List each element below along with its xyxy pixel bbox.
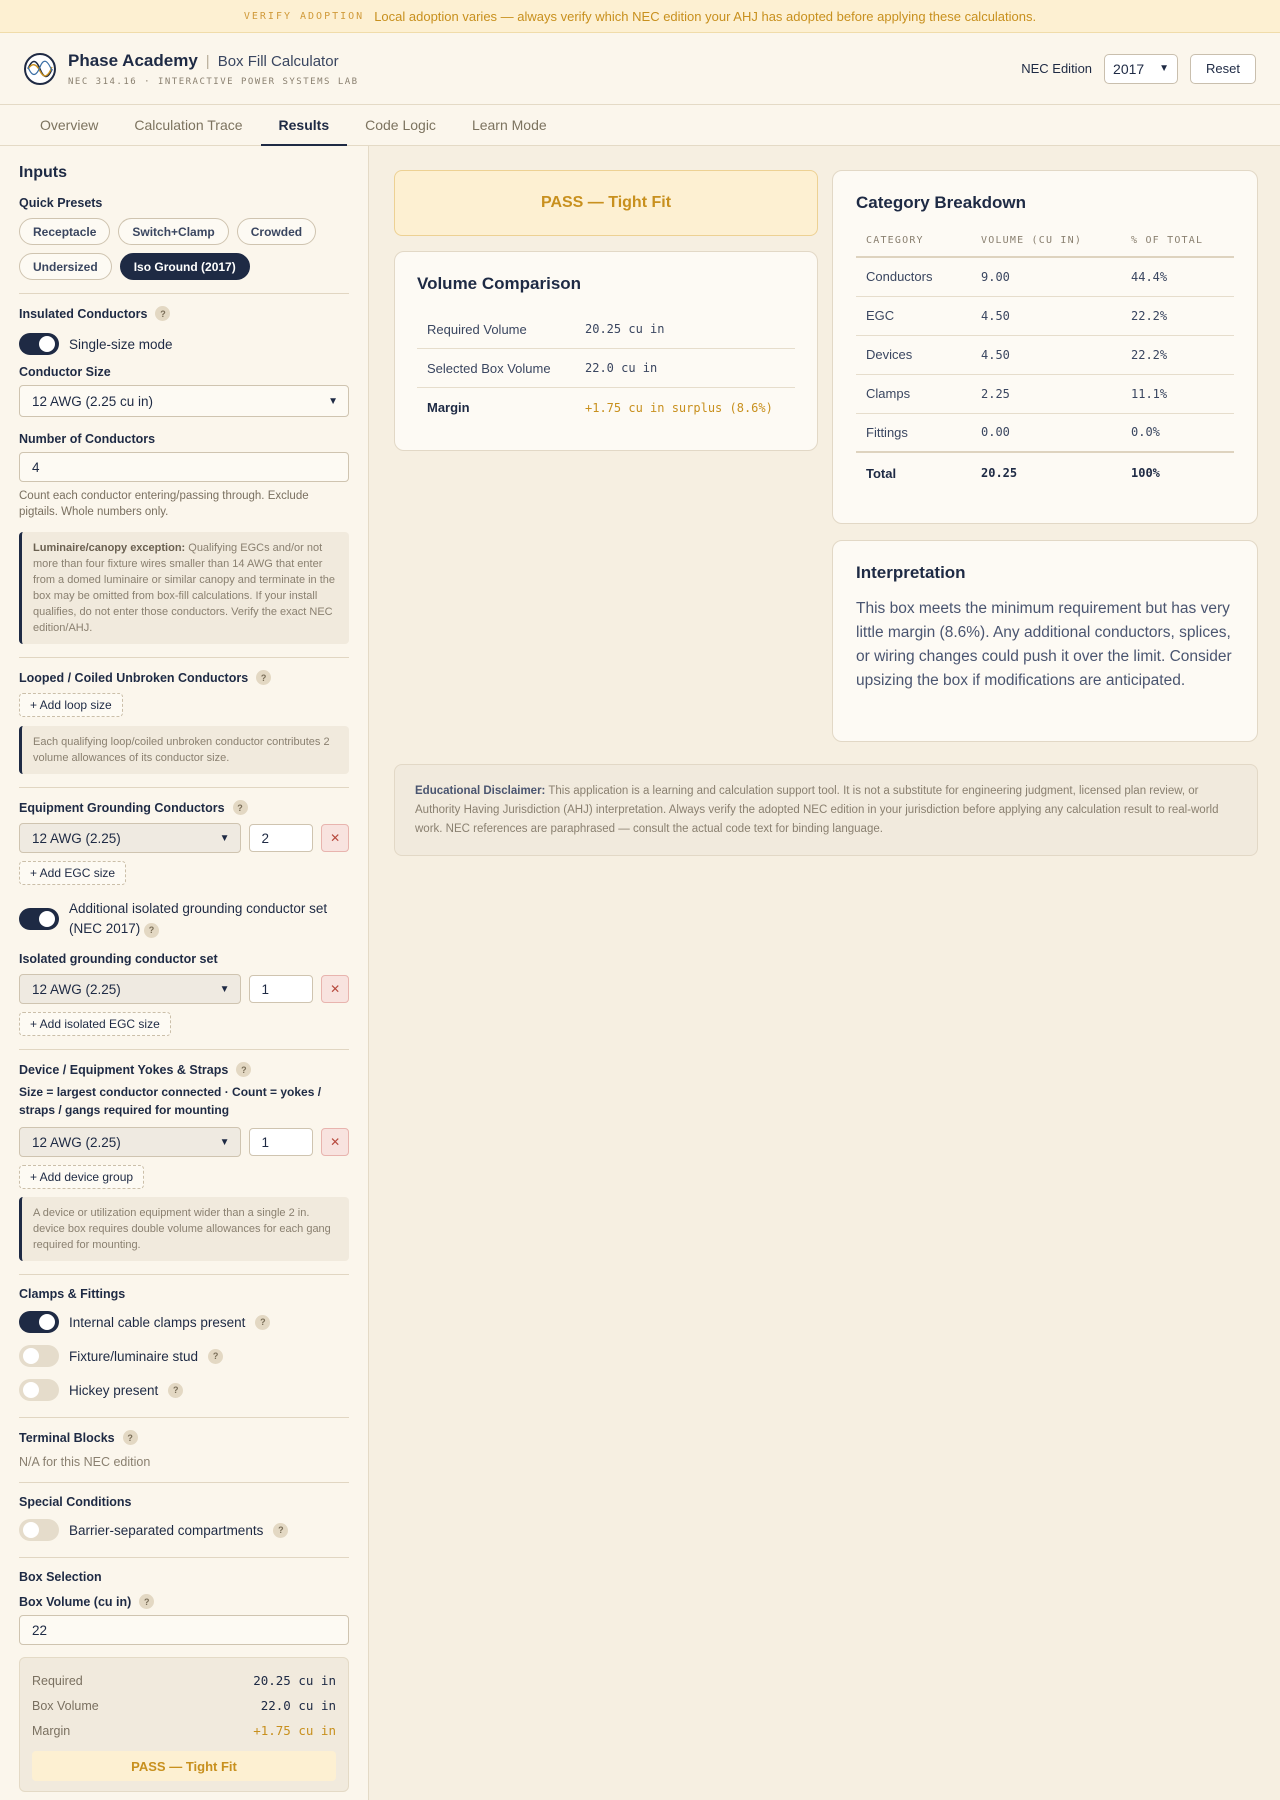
box-volume-input[interactable]: 22 xyxy=(19,1615,349,1645)
box-selection-label: Box Selection xyxy=(19,1570,102,1584)
looped-conductors-label xyxy=(19,670,349,685)
device-count-input[interactable]: 1 xyxy=(249,1128,314,1156)
preset-switch-clamp[interactable]: Switch+Clamp xyxy=(118,218,228,245)
sidebar-summary xyxy=(19,1657,349,1792)
adoption-banner xyxy=(0,0,1280,33)
summary-required-row xyxy=(32,1668,336,1693)
device-size-select[interactable] xyxy=(19,1127,241,1157)
conductor-size-select[interactable] xyxy=(19,385,349,417)
column-header: % OF TOTAL xyxy=(1121,225,1234,257)
tab-code-logic[interactable]: Code Logic xyxy=(365,117,436,133)
iso-ground-text: Additional isolated grounding conductor set (NEC 2017) xyxy=(69,901,328,936)
divider xyxy=(19,1274,349,1275)
device-size-value: 12 AWG (2.25) xyxy=(32,1134,121,1150)
selected-volume-row xyxy=(417,349,795,388)
egc-text: Equipment Grounding Conductors xyxy=(19,800,225,815)
insulated-conductors-label xyxy=(19,306,349,321)
required-volume-value: 20.25 cu in xyxy=(585,322,665,336)
inputs-title: Inputs xyxy=(19,164,67,181)
egc-row xyxy=(19,823,349,853)
column-header: CATEGORY xyxy=(856,225,971,257)
help-icon[interactable]: ? xyxy=(168,1383,183,1398)
iso-egc-row xyxy=(19,974,349,1004)
divider xyxy=(19,293,349,294)
nec-edition-value: 2017 xyxy=(1113,60,1145,77)
category-breakdown-title: Category Breakdown xyxy=(856,193,1027,212)
devices-note: A device or utilization equipment wider than a single 2 in. device box requires double volume allowances for each gang required for mounting. xyxy=(19,1197,349,1261)
brand-separator: | xyxy=(205,52,210,70)
devices-sublabel: Size = largest conductor connected · Count = yokes / straps / gangs required for mounting xyxy=(19,1085,322,1117)
help-icon[interactable]: ? xyxy=(233,800,248,815)
add-iso-egc-size-button[interactable]: + Add isolated EGC size xyxy=(19,1012,171,1036)
chevron-down-icon: ▼ xyxy=(219,983,230,995)
summary-required-value: 20.25 cu in xyxy=(253,1673,336,1688)
table-row xyxy=(856,257,1234,296)
inputs-sidebar xyxy=(0,146,369,1800)
category-cell: EGC xyxy=(856,296,971,335)
preset-undersized[interactable]: Undersized xyxy=(19,253,112,280)
help-icon[interactable]: ? xyxy=(139,1594,154,1609)
category-cell: Fittings xyxy=(856,413,971,452)
percent-cell: 44.4% xyxy=(1121,257,1234,296)
iso-egc-size-select[interactable] xyxy=(19,974,241,1004)
chevron-down-icon: ▼ xyxy=(219,832,230,844)
percent-cell: 22.2% xyxy=(1121,335,1234,374)
chevron-down-icon: ▼ xyxy=(328,395,338,407)
looped-conductors-text: Looped / Coiled Unbroken Conductors xyxy=(19,670,249,685)
percent-cell: 0.0% xyxy=(1121,413,1234,452)
remove-egc-button[interactable]: ✕ xyxy=(321,824,349,852)
divider xyxy=(19,657,349,658)
egc-label xyxy=(19,800,349,815)
margin-label: Margin xyxy=(427,400,470,415)
table-row xyxy=(856,374,1234,413)
summary-margin-label: Margin xyxy=(32,1723,71,1738)
app-name: Box Fill Calculator xyxy=(217,52,339,70)
help-icon[interactable]: ? xyxy=(255,1315,270,1330)
devices-label xyxy=(19,1062,349,1077)
category-breakdown-table xyxy=(856,225,1234,493)
tab-learn-mode[interactable]: Learn Mode xyxy=(471,117,547,133)
interpretation-card xyxy=(832,540,1258,742)
device-row xyxy=(19,1127,349,1157)
volume-cell: 9.00 xyxy=(971,257,1121,296)
internal-clamps-row xyxy=(19,1311,349,1333)
barrier-label: Barrier-separated compartments xyxy=(69,1522,264,1538)
preset-list xyxy=(19,218,319,280)
table-row xyxy=(856,413,1234,452)
preset-iso-ground[interactable]: Iso Ground (2017) xyxy=(120,253,250,280)
selected-volume-label: Selected Box Volume xyxy=(427,360,551,376)
chevron-down-icon: ▼ xyxy=(1159,63,1170,74)
category-cell: Clamps xyxy=(856,374,971,413)
summary-box-row xyxy=(32,1693,336,1718)
fixture-stud-toggle[interactable] xyxy=(19,1345,59,1367)
phase-wave-icon xyxy=(24,53,56,85)
app-header xyxy=(0,33,1280,105)
conductor-count-hint: Count each conductor entering/passing through. Exclude pigtails. Whole numbers only. xyxy=(19,490,309,518)
barrier-toggle[interactable] xyxy=(19,1519,59,1541)
conductor-size-value: 12 AWG (2.25 cu in) xyxy=(32,393,154,409)
status-badge: PASS — Tight Fit xyxy=(394,170,818,236)
egc-size-value: 12 AWG (2.25) xyxy=(32,830,121,846)
conductor-size-label: Conductor Size xyxy=(19,365,111,379)
tab-results[interactable]: Results xyxy=(261,105,348,145)
single-size-mode-row xyxy=(19,333,349,355)
required-volume-row xyxy=(417,310,795,349)
summary-required-label: Required xyxy=(32,1673,83,1688)
divider xyxy=(19,1482,349,1483)
insulated-conductors-text: Insulated Conductors xyxy=(19,306,148,321)
fixture-stud-row xyxy=(19,1345,349,1367)
box-volume-text: Box Volume (cu in) xyxy=(19,1594,132,1609)
category-cell: Conductors xyxy=(856,257,971,296)
divider xyxy=(19,1557,349,1558)
terminal-blocks-label xyxy=(19,1430,349,1445)
number-of-conductors-label: Number of Conductors xyxy=(19,432,156,446)
brand-name: Phase Academy xyxy=(68,50,198,70)
volume-cell: 4.50 xyxy=(971,335,1121,374)
interpretation-title: Interpretation xyxy=(856,563,966,582)
summary-box-label: Box Volume xyxy=(32,1698,99,1713)
remove-device-button[interactable]: ✕ xyxy=(321,1128,349,1156)
summary-margin-row xyxy=(32,1718,336,1743)
help-icon[interactable]: ? xyxy=(273,1523,288,1538)
clamps-fittings-label: Clamps & Fittings xyxy=(19,1287,126,1301)
looped-note: Each qualifying loop/coiled unbroken conductor contributes 2 volume allowances of its conductor size. xyxy=(19,726,349,774)
single-size-mode-label: Single-size mode xyxy=(69,336,173,352)
required-volume-label: Required Volume xyxy=(427,321,527,337)
luminaire-exception-title: Luminaire/canopy exception: xyxy=(33,542,186,554)
margin-row xyxy=(417,388,795,427)
tab-bar xyxy=(0,105,1280,146)
add-loop-size-button[interactable]: + Add loop size xyxy=(19,693,123,717)
category-cell: Devices xyxy=(856,335,971,374)
fixture-stud-label: Fixture/luminaire stud xyxy=(69,1348,199,1364)
help-icon[interactable]: ? xyxy=(155,306,170,321)
disclaimer-text: This application is a learning and calculation support tool. It is not a substitute for engineering judgment, licensed plan review, or Authority Having Jurisdiction (AHJ) interpretation. Always verify the adopted NEC edition in your jurisdiction before applying any calculation result to real-world work. NEC references are paraphrased — consult the actual code text for binding language. xyxy=(415,785,1219,835)
table-row xyxy=(856,296,1234,335)
luminaire-exception-note xyxy=(19,532,349,644)
category-breakdown-card xyxy=(832,170,1258,524)
remove-iso-egc-button[interactable]: ✕ xyxy=(321,975,349,1003)
banner-tag: VERIFY ADOPTION xyxy=(243,10,365,22)
iso-egc-size-value: 12 AWG (2.25) xyxy=(32,981,121,997)
summary-box-value: 22.0 cu in xyxy=(260,1698,336,1713)
terminal-blocks-text: Terminal Blocks xyxy=(19,1430,115,1445)
terminal-blocks-status: N/A for this NEC edition xyxy=(19,1455,151,1469)
hickey-toggle[interactable] xyxy=(19,1379,59,1401)
banner-text: Local adoption varies — always verify which NEC edition your AHJ has adopted before applying these calculations. xyxy=(374,8,1037,24)
educational-disclaimer xyxy=(394,764,1258,856)
margin-value: +1.75 cu in surplus (8.6%) xyxy=(585,400,773,415)
total-volume: 20.25 xyxy=(971,452,1121,493)
add-device-group-button[interactable]: + Add device group xyxy=(19,1165,144,1189)
volume-comparison-title: Volume Comparison xyxy=(417,274,582,293)
tab-overview[interactable]: Overview xyxy=(40,117,99,133)
add-egc-size-button[interactable]: + Add EGC size xyxy=(19,861,126,885)
egc-size-select[interactable] xyxy=(19,823,241,853)
divider xyxy=(19,1049,349,1050)
special-conditions-label: Special Conditions xyxy=(19,1495,132,1509)
preset-crowded[interactable]: Crowded xyxy=(237,218,316,245)
brand-subtitle: NEC 314.16 · INTERACTIVE POWER SYSTEMS LAB xyxy=(68,76,359,87)
iso-ground-set-label: Isolated grounding conductor set xyxy=(19,952,218,966)
help-icon[interactable]: ? xyxy=(123,1430,138,1445)
iso-ground-toggle[interactable] xyxy=(19,908,59,930)
divider xyxy=(19,787,349,788)
number-of-conductors-input[interactable]: 4 xyxy=(19,452,349,482)
disclaimer-title: Educational Disclaimer: xyxy=(415,785,546,797)
help-icon[interactable]: ? xyxy=(144,923,159,938)
single-size-mode-toggle[interactable] xyxy=(19,333,59,355)
iso-egc-count-input[interactable]: 1 xyxy=(249,975,314,1003)
internal-clamps-label: Internal cable clamps present xyxy=(69,1314,246,1330)
total-percent: 100% xyxy=(1121,452,1234,493)
help-icon[interactable]: ? xyxy=(256,670,271,685)
divider xyxy=(19,1417,349,1418)
tab-calculation-trace[interactable]: Calculation Trace xyxy=(134,117,243,133)
percent-cell: 11.1% xyxy=(1121,374,1234,413)
nec-edition-label: NEC Edition xyxy=(1021,61,1093,76)
iso-ground-label xyxy=(69,899,349,939)
table-row xyxy=(856,335,1234,374)
help-icon[interactable]: ? xyxy=(208,1349,223,1364)
box-volume-label xyxy=(19,1594,349,1609)
interpretation-text: This box meets the minimum requirement but has very little margin (8.6%). Any additional conductors, splices, or wiring changes could push it over the limit. Consider upsizing the box if modifications are anticipated. xyxy=(856,600,1232,689)
preset-receptacle[interactable]: Receptacle xyxy=(19,218,110,245)
hickey-label: Hickey present xyxy=(69,1382,159,1398)
hickey-row xyxy=(19,1379,349,1401)
iso-ground-row xyxy=(19,899,349,939)
summary-status-badge: PASS — Tight Fit xyxy=(32,1751,336,1781)
percent-cell: 22.2% xyxy=(1121,296,1234,335)
summary-margin-value: +1.75 cu in xyxy=(253,1723,336,1738)
volume-comparison-card xyxy=(394,251,818,451)
nec-edition-select[interactable] xyxy=(1104,54,1178,84)
total-label: Total xyxy=(856,452,971,493)
total-row xyxy=(856,452,1234,493)
devices-text: Device / Equipment Yokes & Straps xyxy=(19,1062,229,1077)
barrier-row xyxy=(19,1519,349,1541)
volume-cell: 2.25 xyxy=(971,374,1121,413)
chevron-down-icon: ▼ xyxy=(219,1136,230,1148)
volume-cell: 0.00 xyxy=(971,413,1121,452)
help-icon[interactable]: ? xyxy=(236,1062,251,1077)
column-header: VOLUME (CU IN) xyxy=(971,225,1121,257)
egc-count-input[interactable]: 2 xyxy=(249,824,314,852)
luminaire-exception-text: Qualifying EGCs and/or not more than four fixture wires smaller than 14 AWG that enter from a domed luminaire or similar canopy and terminate in the box may be omitted from box-fill calculations. If your install qualifies, do not enter those conductors. Verify the exact NEC edition/AHJ. xyxy=(33,542,336,634)
volume-cell: 4.50 xyxy=(971,296,1121,335)
internal-clamps-toggle[interactable] xyxy=(19,1311,59,1333)
selected-volume-value: 22.0 cu in xyxy=(585,361,658,375)
reset-button[interactable]: Reset xyxy=(1190,54,1256,84)
quick-presets-label: Quick Presets xyxy=(19,196,103,210)
